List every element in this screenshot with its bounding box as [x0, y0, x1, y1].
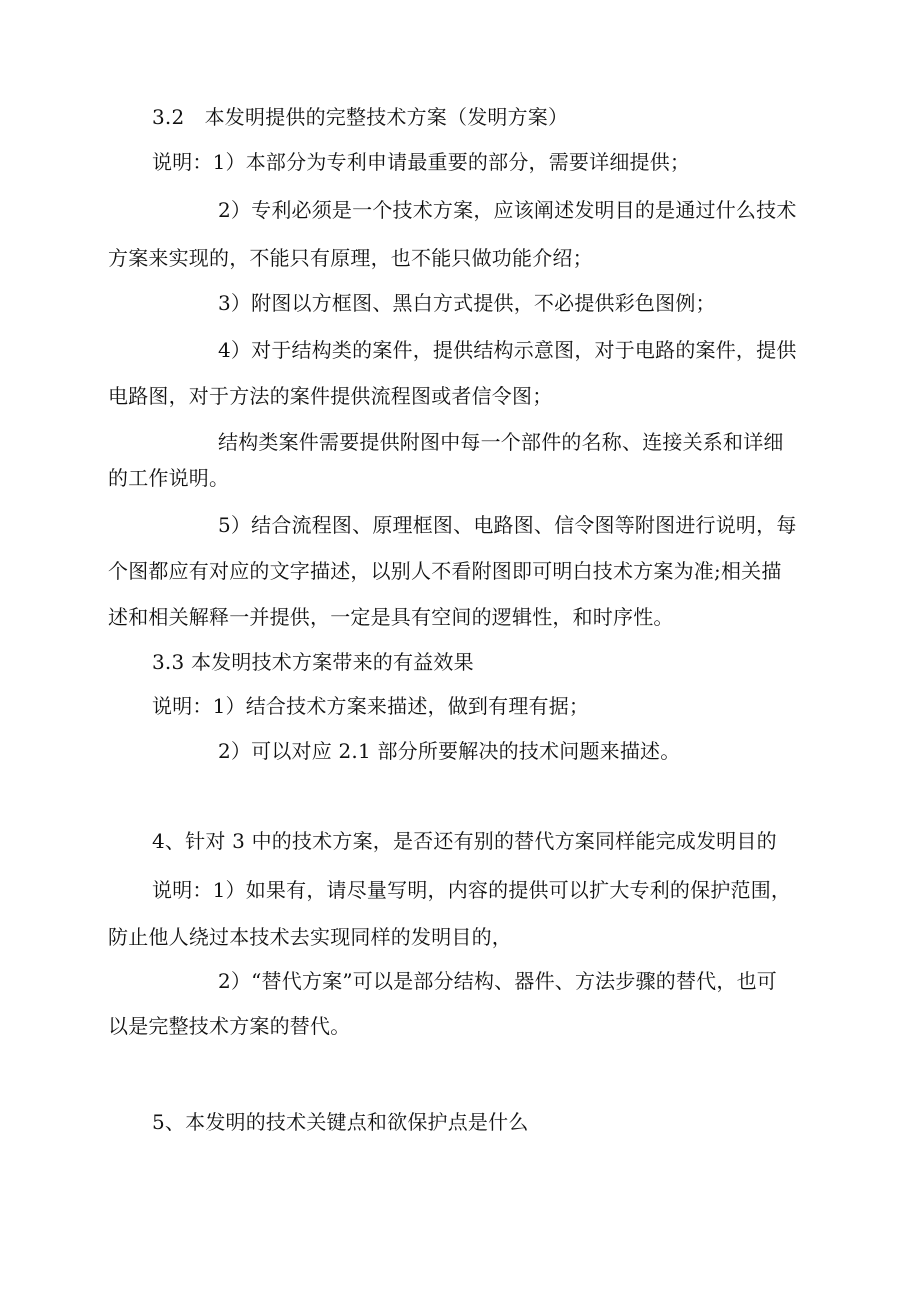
paragraph-line: 方案来实现的，不能只有原理，也不能只做功能介绍； — [108, 246, 593, 270]
paragraph-line: 2）可以对应 2.1 部分所要解决的技术问题来描述。 — [218, 739, 681, 763]
paragraph-line: 说明：1）本部分为专利申请最重要的部分，需要详细提供； — [152, 150, 691, 174]
paragraph-line: 个图都应有对应的文字描述，以别人不看附图即可明白技术方案为准;相关描 — [108, 559, 782, 583]
paragraph-line: 电路图，对于方法的案件提供流程图或者信令图； — [108, 384, 553, 408]
paragraph-line: 5）结合流程图、原理框图、电路图、信令图等附图进行说明，每 — [218, 513, 797, 537]
paragraph-line: 结构类案件需要提供附图中每一个部件的名称、连接关系和详细 — [218, 430, 784, 454]
section-heading-3-2: 3.2 本发明提供的完整技术方案（发明方案） — [152, 105, 569, 129]
paragraph-line: 说明：1）如果有，请尽量写明，内容的提供可以扩大专利的保护范围， — [152, 878, 792, 902]
paragraph-line: 2）“替代方案”可以是部分结构、器件、方法步骤的替代，也可 — [218, 969, 777, 993]
paragraph-line: 的工作说明。 — [108, 466, 230, 490]
paragraph-line: 3）附图以方框图、黑白方式提供，不必提供彩色图例； — [218, 291, 716, 315]
paragraph-line: 防止他人绕过本技术去实现同样的发明目的， — [108, 925, 512, 949]
paragraph-line: 4）对于结构类的案件，提供结构示意图，对于电路的案件，提供 — [218, 338, 797, 362]
paragraph-line: 说明：1）结合技术方案来描述，做到有理有据； — [152, 694, 590, 718]
section-heading-3-3: 3.3 本发明技术方案带来的有益效果 — [152, 650, 474, 674]
paragraph-line: 以是完整技术方案的替代。 — [108, 1014, 351, 1038]
section-heading-4: 4、针对 3 中的技术方案，是否还有别的替代方案同样能完成发明目的 — [152, 829, 777, 853]
section-heading-5: 5、本发明的技术关键点和欲保护点是什么 — [152, 1110, 529, 1134]
paragraph-line: 2）专利必须是一个技术方案，应该阐述发明目的是通过什么技术 — [218, 198, 797, 222]
paragraph-line: 述和相关解释一并提供，一定是具有空间的逻辑性，和时序性。 — [108, 605, 674, 629]
